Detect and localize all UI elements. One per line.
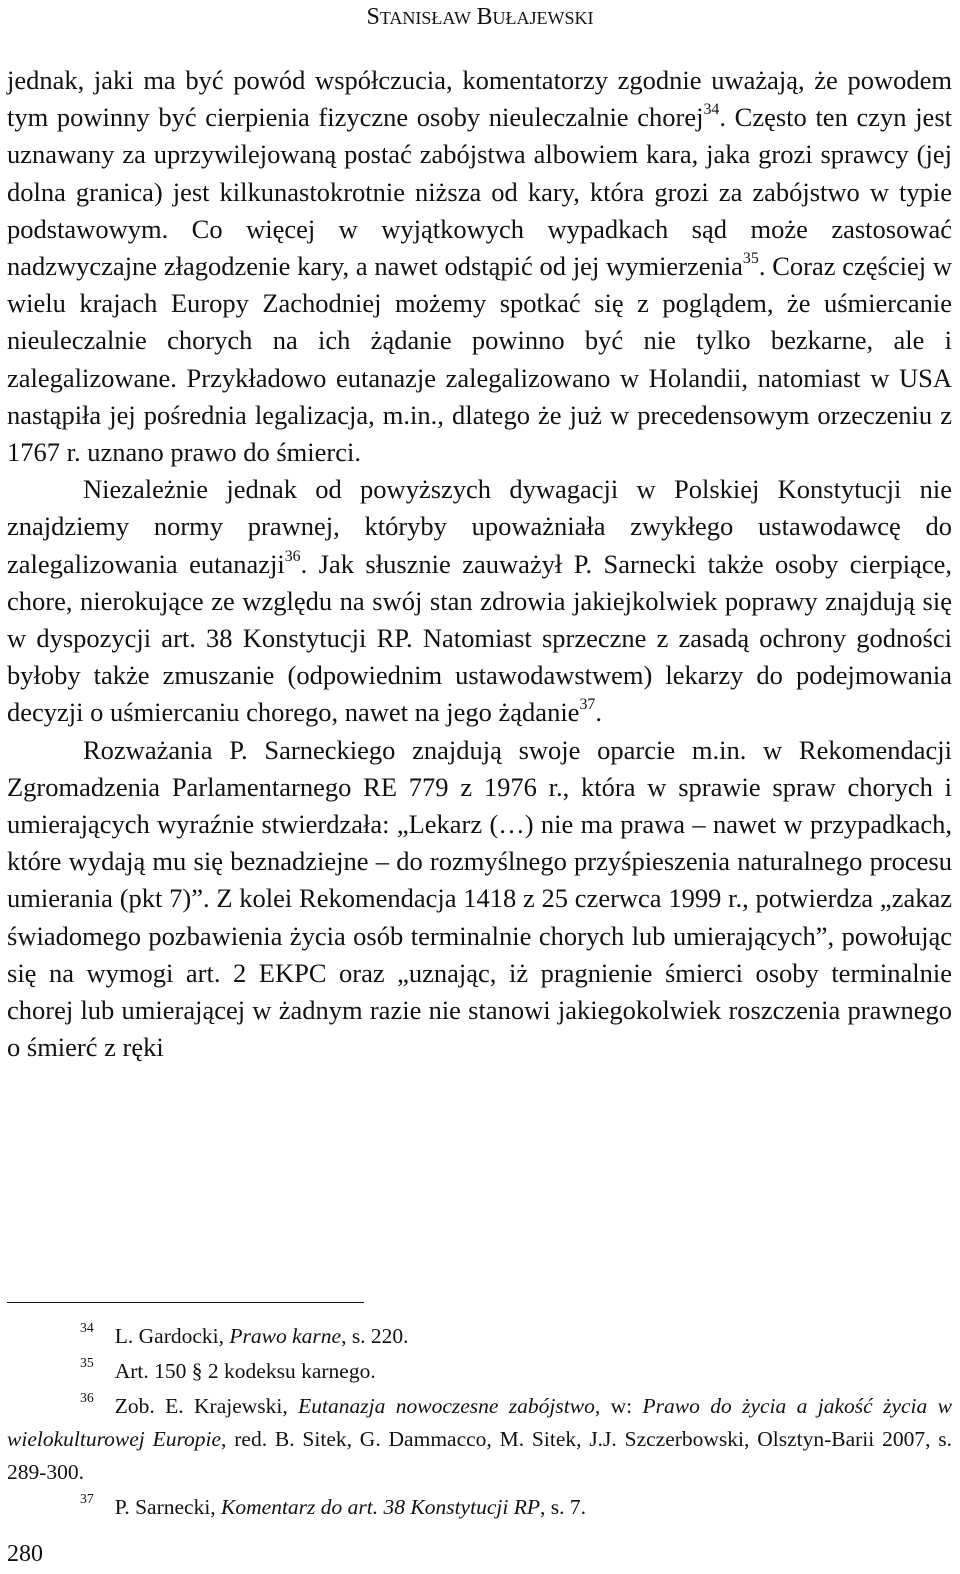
text-run: . Jak słusznie zauważył P. Sarnecki także osoby cierpiące, chore, nierokujące ze względu na swój stan zdrowia jakiejkolwiek poprawy znajdują się w dyspozycji art. 38 Konstytucji RP. Natomiast sprzeczne z zasadą ochrony godności byłoby także zmuszanie (odpowiednim ustawodawstwem) lekarzy do podejmowania decyzji o uśmiercaniu chorego, nawet na jego żądanie bbox=[7, 548, 952, 728]
text-run: Rozważania P. Sarneckiego znajdują swoje oparcie m.in. w Rekomendacji Zgromadzenia Parlamentarnego RE 779 z 1976 r., która w sprawie spraw chorych i umierających wyraźnie stwierdzała: „Lekarz (…) nie ma prawa – nawet w przypadkach, które wydają mu się beznadziejne – do rozmyślnego przyśpieszenia naturalnego procesu umierania (pkt 7)”. Z kolei Rekomendacja 1418 z 25 czerwca 1999 r., potwierdza „zakaz świadomego pozbawienia życia osób terminalnie chorych lub umierających”, powołując się na wymogi art. 2 EKPC oraz „uznając, iż pragnienie śmierci osoby terminalnie chorej lub umierającej w żadnym razie nie stanowi jakiegokolwiek roszczenia prawnego o śmierć z ręki bbox=[7, 734, 952, 1063]
footnote-text: Zob. E. Krajewski, bbox=[114, 1394, 299, 1418]
paragraph-2 bbox=[7, 471, 952, 731]
footnote-text: , s. 7. bbox=[539, 1495, 586, 1519]
footnote-number: 36 bbox=[80, 1390, 94, 1405]
author-last-name-rest: UŁAJEWSKI bbox=[492, 8, 594, 28]
footnotes bbox=[7, 1320, 952, 1526]
footnote-ref-35[interactable]: 35 bbox=[742, 250, 759, 268]
text-run: . Coraz częściej w wielu krajach Europy Zachodniej możemy spotkać się z poglądem, że uśmiercanie nieuleczalnie chorych na ich żądanie powinno być nie tylko bezkarne, ale i zalegalizowane. Przykładowo eutanazje zalegalizowano w Holandii, natomiast w USA nastąpiła jej pośrednia legalizacja, m.in., dlatego że już w precedensowym orzeczeniu z 1767 r. uznano prawo do śmierci. bbox=[7, 251, 952, 468]
author-initial-first: S bbox=[366, 4, 380, 30]
author-initial-last: B bbox=[476, 4, 493, 30]
footnote-number: 35 bbox=[80, 1355, 94, 1370]
footnote-italic-title: Komentarz do art. 38 Konstytucji RP bbox=[221, 1495, 540, 1519]
footnote-number: 34 bbox=[80, 1320, 94, 1335]
footnote-text: w: bbox=[600, 1394, 643, 1418]
footnote-ref-34[interactable]: 34 bbox=[703, 101, 720, 119]
footnote-35 bbox=[7, 1355, 952, 1388]
text-run: . Często ten czyn jest uznawany za uprzywilejowaną postać zabójstwa albowiem kara, jaka grozi sprawcy (jej dolna granica) jest kilkunastokrotnie niższa od kary, która grozi za zabójstwo w typie podstawowym. Co więcej w wyjątkowych wypadkach sąd może zastosować nadzwyczajne złagodzenie kary, a nawet odstąpić od jej wymierzenia bbox=[7, 102, 952, 282]
footnote-text: , red. B. Sitek, G. Dammacco, M. Sitek, J.J. Szczerbowski, Olsztyn-Barii 2007, s. 289-300. bbox=[7, 1427, 953, 1484]
footnote-34 bbox=[7, 1320, 952, 1353]
text-run: . bbox=[595, 697, 602, 728]
footnote-separator bbox=[7, 1302, 364, 1303]
text-run: Niezależnie jednak od powyższych dywagacji w Polskiej Konstytucji nie znajdziemy normy prawnej, któryby upoważniała zwykłego ustawodawcę do zalegalizowania eutanazji bbox=[7, 474, 952, 579]
footnote-37 bbox=[7, 1491, 952, 1524]
footnote-text: P. Sarnecki, bbox=[114, 1495, 222, 1519]
running-header bbox=[0, 4, 960, 31]
footnote-italic-title: Prawo do życia a jakość życia w wielokulturowej Europie bbox=[7, 1394, 952, 1451]
footnote-text: , s. 220. bbox=[341, 1324, 409, 1348]
footnote-ref-37[interactable]: 37 bbox=[579, 696, 596, 714]
page-number: 280 bbox=[7, 1541, 43, 1567]
footnote-text: L. Gardocki, bbox=[114, 1324, 230, 1348]
text-run: jednak, jaki ma być powód współczucia, komentatorzy zgodnie uważają, że powodem tym powinny być cierpienia fizyczne osoby nieuleczalnie chorej bbox=[7, 65, 952, 133]
body-text bbox=[7, 62, 952, 1066]
footnote-italic-title: Eutanazja nowoczesne zabójstwo, bbox=[298, 1394, 601, 1418]
footnote-36 bbox=[7, 1390, 952, 1489]
paragraph-3 bbox=[7, 732, 952, 1067]
footnote-text: Art. 150 § 2 kodeksu karnego. bbox=[114, 1359, 376, 1383]
footnote-number: 37 bbox=[80, 1491, 94, 1506]
paragraph-1 bbox=[7, 62, 952, 471]
footnote-ref-36[interactable]: 36 bbox=[284, 547, 301, 565]
footnote-italic-title: Prawo karne bbox=[229, 1324, 342, 1348]
author-first-name-rest: TANISŁAW bbox=[379, 8, 471, 28]
